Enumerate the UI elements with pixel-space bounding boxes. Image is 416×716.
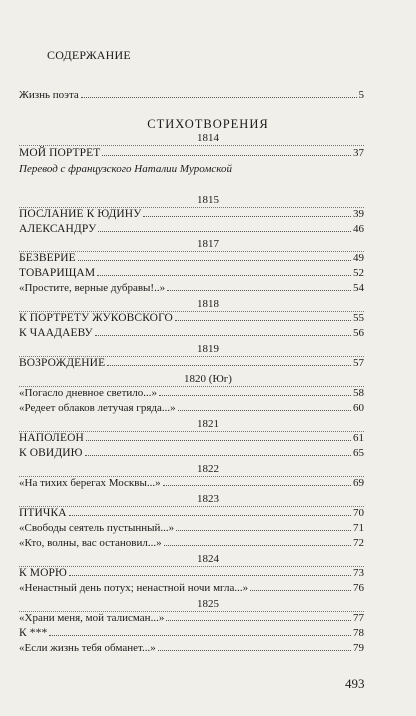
toc-entry[interactable] xyxy=(19,326,364,341)
toc-entry[interactable] xyxy=(19,222,364,237)
toc-entry[interactable] xyxy=(19,641,364,656)
entry-page: 37 xyxy=(353,147,364,159)
dot-leader xyxy=(143,215,351,217)
dot-leader xyxy=(69,574,351,576)
entry-title: АЛЕКСАНДРУ xyxy=(19,223,97,235)
entry-page: 65 xyxy=(353,447,364,459)
entry-page: 56 xyxy=(353,327,364,339)
toc-entry[interactable] xyxy=(19,566,364,581)
toc-entry[interactable] xyxy=(19,146,364,161)
entry-title: ВОЗРОЖДЕНИЕ xyxy=(19,357,106,369)
toc-entry[interactable] xyxy=(19,446,364,461)
dot-leader xyxy=(164,544,351,546)
entry-title: МОЙ ПОРТРЕТ xyxy=(19,147,101,159)
year-heading: 1817 xyxy=(197,238,219,250)
toc-entry[interactable] xyxy=(19,386,364,401)
entry-title: К ПОРТРЕТУ ЖУКОВСКОГО xyxy=(19,312,173,324)
toc-entry[interactable] xyxy=(19,506,364,521)
entry-page: 61 xyxy=(353,432,364,444)
entry-page: 70 xyxy=(353,507,364,519)
entry-title: К ОВИДИЮ xyxy=(19,447,83,459)
entry-page: 54 xyxy=(353,282,364,294)
entry-page: 79 xyxy=(353,642,364,654)
year-heading: 1821 xyxy=(197,418,219,430)
entry-title: «Погасло дневное светило...» xyxy=(19,387,157,399)
entry-title: К ЧААДАЕВУ xyxy=(19,327,93,339)
toc-entry[interactable] xyxy=(19,521,364,536)
entry-title: ПОСЛАНИЕ К ЮДИНУ xyxy=(19,208,142,220)
year-heading: 1814 xyxy=(197,132,219,144)
toc-entry[interactable] xyxy=(19,431,364,446)
page-number: 493 xyxy=(345,676,365,691)
entry-title: Жизнь поэта xyxy=(19,89,79,101)
toc-heading: СОДЕРЖАНИЕ xyxy=(47,48,131,62)
dot-leader xyxy=(49,634,351,636)
dot-leader xyxy=(250,589,351,591)
entry-page: 58 xyxy=(353,387,364,399)
toc-entry[interactable] xyxy=(19,207,364,222)
year-heading: 1819 xyxy=(197,343,219,355)
dot-leader xyxy=(86,439,351,441)
entry-title: ТОВАРИЩАМ xyxy=(19,267,96,279)
dot-leader xyxy=(176,529,351,531)
entry-page: 57 xyxy=(353,357,364,369)
entry-title: «Редеет облаков летучая гряда...» xyxy=(19,402,176,414)
toc-entry[interactable] xyxy=(19,251,364,266)
dot-leader xyxy=(81,96,357,98)
entry-page: 73 xyxy=(353,567,364,579)
dot-leader xyxy=(85,454,351,456)
year-heading: 1822 xyxy=(197,463,219,475)
entry-page: 52 xyxy=(353,267,364,279)
toc-entry[interactable] xyxy=(19,311,364,326)
entry-page: 60 xyxy=(353,402,364,414)
dot-leader xyxy=(97,274,351,276)
toc-entry[interactable] xyxy=(19,536,364,551)
dot-leader xyxy=(166,619,351,621)
toc-entry[interactable] xyxy=(19,581,364,596)
dot-leader xyxy=(69,514,351,516)
entry-title: БЕЗВЕРИЕ xyxy=(19,252,76,264)
entry-title: НАПОЛЕОН xyxy=(19,432,84,444)
toc-entry[interactable] xyxy=(19,476,364,491)
year-heading: 1825 xyxy=(197,598,219,610)
dot-leader xyxy=(95,334,351,336)
dot-leader xyxy=(158,649,351,651)
dot-leader xyxy=(167,289,351,291)
entry-title: ПТИЧКА xyxy=(19,507,67,519)
entry-page: 71 xyxy=(353,522,364,534)
entry-page: 77 xyxy=(353,612,364,624)
year-heading: 1824 xyxy=(197,553,219,565)
entry-title: К МОРЮ xyxy=(19,567,67,579)
toc-entry[interactable] xyxy=(19,281,364,296)
toc-entry[interactable] xyxy=(19,266,364,281)
toc-entry-intro[interactable] xyxy=(19,88,364,103)
toc-entry[interactable] xyxy=(19,356,364,371)
entry-page: 39 xyxy=(353,208,364,220)
entry-title: «На тихих берегах Москвы...» xyxy=(19,477,161,489)
year-heading: 1818 xyxy=(197,298,219,310)
entry-title: «Кто, волны, вас остановил...» xyxy=(19,537,162,549)
dot-leader xyxy=(163,484,351,486)
entry-page: 69 xyxy=(353,477,364,489)
entry-page: 72 xyxy=(353,537,364,549)
entry-page: 5 xyxy=(358,89,364,101)
dot-leader xyxy=(107,364,351,366)
toc-entry[interactable] xyxy=(19,626,364,641)
entry-title: «Свободы сеятель пустынный...» xyxy=(19,522,175,534)
entry-title: К *** xyxy=(19,627,48,639)
entry-title: «Храни меня, мой талисман...» xyxy=(19,612,165,624)
dot-leader xyxy=(98,230,351,232)
entry-page: 46 xyxy=(353,223,364,235)
toc-entry[interactable] xyxy=(19,611,364,626)
year-heading: 1823 xyxy=(197,493,219,505)
dot-leader xyxy=(78,259,351,261)
dot-leader xyxy=(102,154,351,156)
entry-title: «Простите, верные дубравы!..» xyxy=(19,282,166,294)
entry-title: «Ненастный день потух; ненастной ночи мгла...» xyxy=(19,582,249,594)
year-heading: 1820 (Юг) xyxy=(184,373,232,385)
year-heading: 1815 xyxy=(197,194,219,206)
dot-leader xyxy=(178,409,351,411)
entry-page: 49 xyxy=(353,252,364,264)
toc-entry[interactable] xyxy=(19,401,364,416)
dot-leader xyxy=(159,394,351,396)
translation-note: Перевод с французского Наталии Муромской xyxy=(19,163,232,175)
entry-page: 76 xyxy=(353,582,364,594)
entry-page: 55 xyxy=(353,312,364,324)
entry-page: 78 xyxy=(353,627,364,639)
section-heading: СТИХОТВОРЕНИЯ xyxy=(147,117,269,131)
dot-leader xyxy=(175,319,351,321)
entry-title: «Если жизнь тебя обманет...» xyxy=(19,642,156,654)
